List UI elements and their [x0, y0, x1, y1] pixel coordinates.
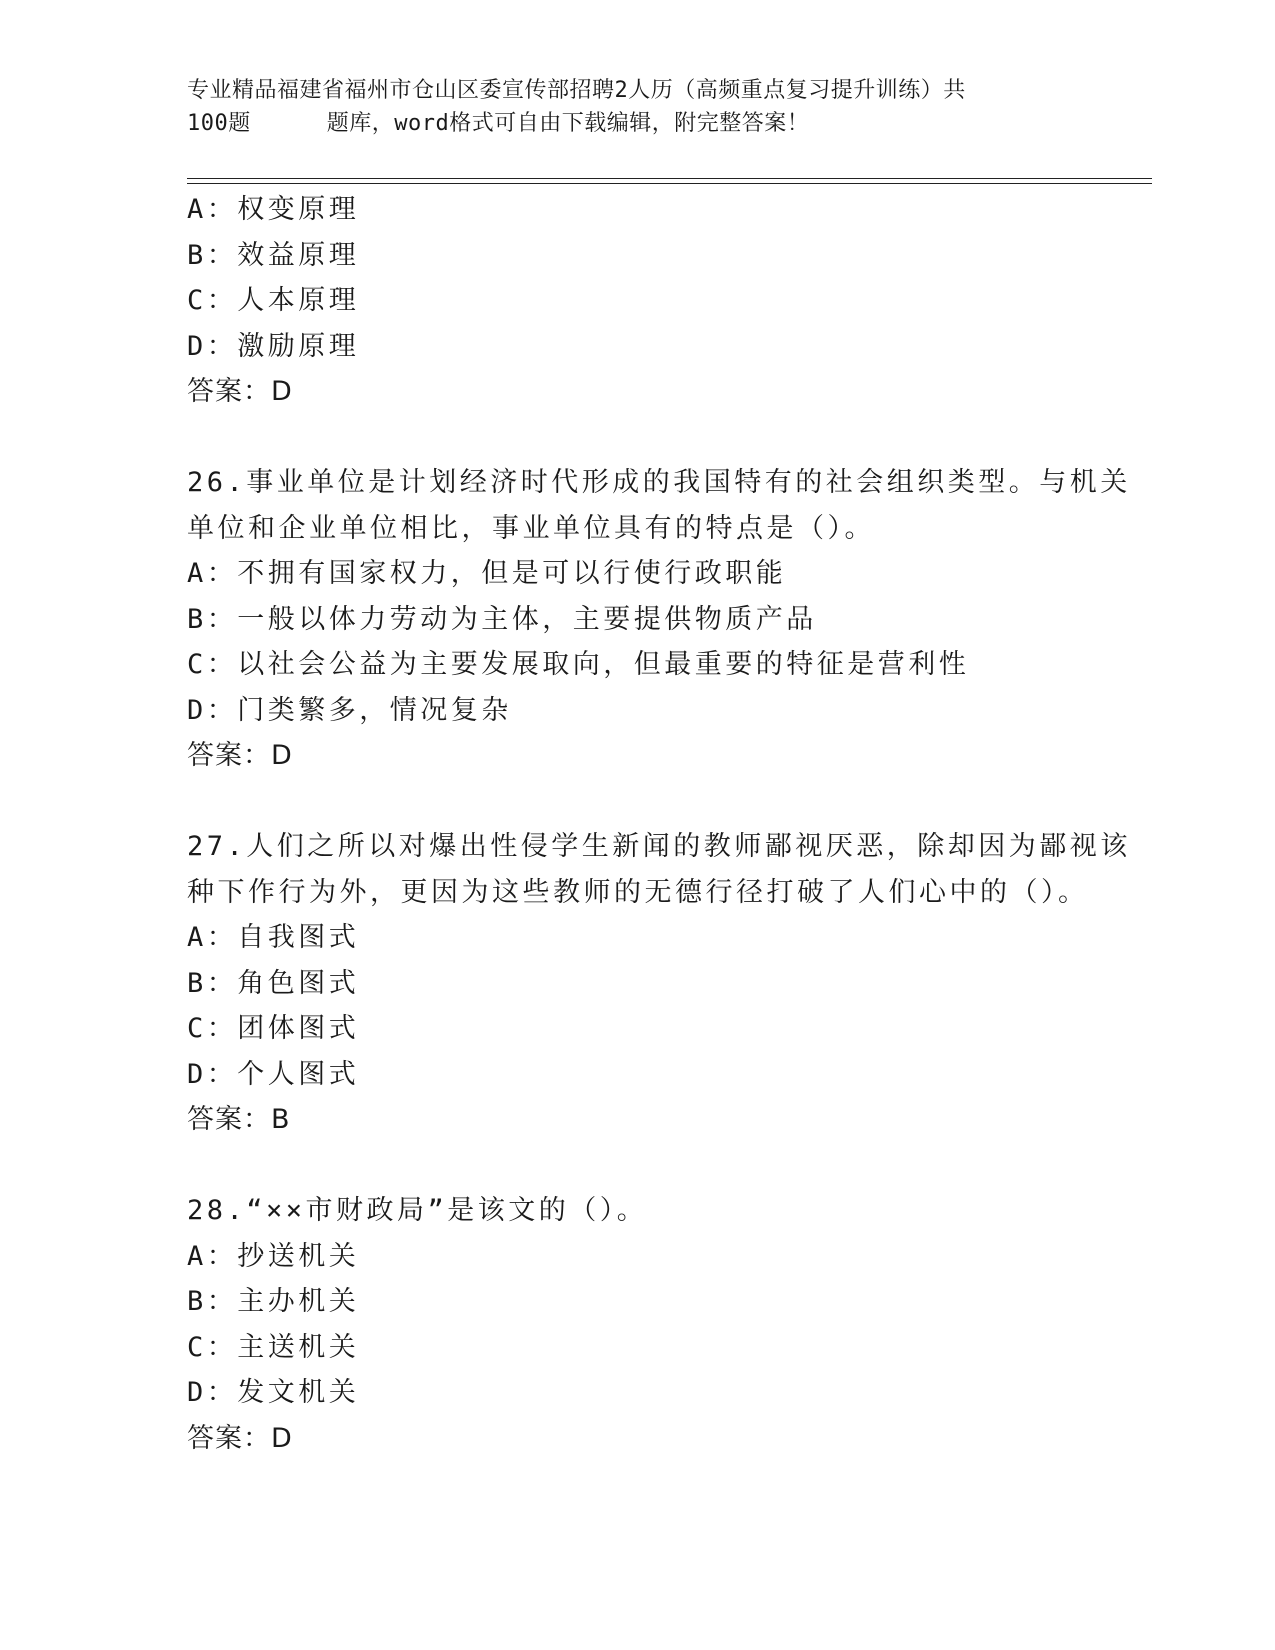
option-d: D：个人图式 — [187, 1058, 360, 1090]
header-question-count: 100题 — [187, 111, 251, 136]
answer-line: 答案：D — [187, 376, 293, 407]
option-c: C：以社会公益为主要发展取向，但最重要的特征是营利性 — [187, 649, 970, 680]
question-28 — [187, 1188, 1087, 1461]
option-c: C：人本原理 — [187, 285, 360, 316]
header-title-line-2 — [187, 107, 1087, 140]
question-25-continued — [187, 187, 1087, 415]
document-header — [187, 74, 1087, 140]
answer-line: 答案：B — [187, 1104, 291, 1135]
option-b: B：效益原理 — [187, 239, 360, 271]
question-stem-line: 28.“××市财政局”是该文的（）。 — [187, 1195, 648, 1226]
question-stem-line: 26.事业单位是计划经济时代形成的我国特有的社会组织类型。与机关 — [187, 467, 1131, 498]
option-d: D：发文机关 — [187, 1377, 360, 1408]
option-c: C：主送机关 — [187, 1331, 360, 1363]
question-stem-line: 种下作行为外，更因为这些教师的无德行径打破了人们心中的（）。 — [187, 876, 1089, 908]
header-divider-top — [187, 178, 1152, 179]
question-26 — [187, 460, 1131, 779]
option-a: A：抄送机关 — [187, 1240, 360, 1272]
option-d: D：激励原理 — [187, 330, 360, 362]
option-b: B：主办机关 — [187, 1286, 360, 1317]
question-stem-line: 单位和企业单位相比，事业单位具有的特点是（）。 — [187, 512, 875, 544]
question-stem-line: 27.人们之所以对爆出性侵学生新闻的教师鄙视厌恶，除却因为鄙视该 — [187, 831, 1131, 862]
answer-line: 答案：D — [187, 1422, 293, 1454]
header-subtitle: 题库，word格式可自由下载编辑，附完整答案！ — [326, 111, 810, 136]
option-b: B：角色图式 — [187, 967, 360, 999]
option-d: D：门类繁多，情况复杂 — [187, 694, 512, 726]
question-list — [187, 187, 1131, 1461]
option-b: B：一般以体力劳动为主体，主要提供物质产品 — [187, 603, 817, 635]
header-divider-bottom — [187, 183, 1152, 184]
option-c: C：团体图式 — [187, 1013, 360, 1044]
header-title-line-1: 专业精品福建省福州市仓山区委宣传部招聘2人历（高频重点复习提升训练）共 — [187, 78, 966, 103]
answer-line: 答案：D — [187, 740, 293, 771]
option-a: A：不拥有国家权力，但是可以行使行政职能 — [187, 558, 787, 589]
question-27 — [187, 824, 1131, 1143]
option-a: A：自我图式 — [187, 922, 360, 953]
option-a: A：权变原理 — [187, 194, 360, 225]
